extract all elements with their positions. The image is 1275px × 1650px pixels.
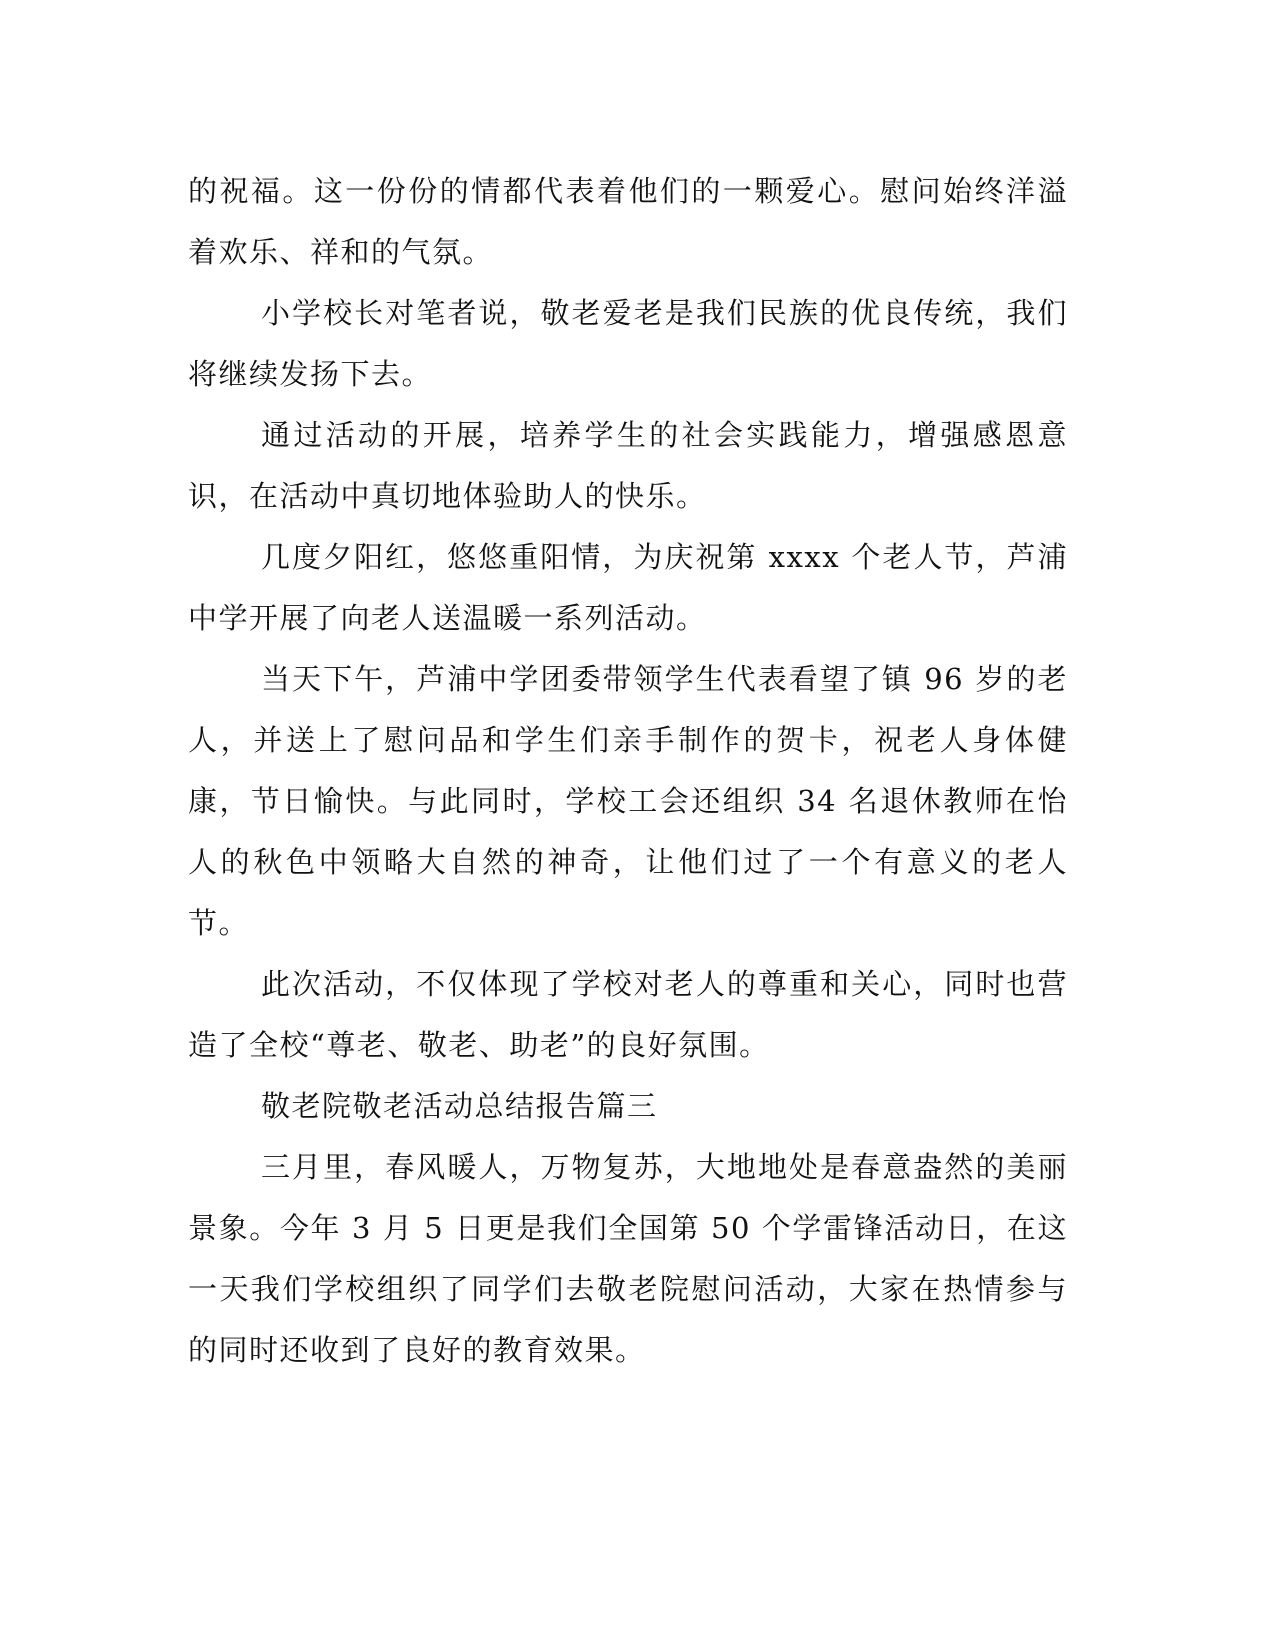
paragraph-activity-summary: 此次活动，不仅体现了学校对老人的尊重和关心，同时也营造了全校“尊老、敬老、助老”的良好氛围。: [188, 967, 1068, 1062]
paragraph-march-activity: 三月里，春风暖人，万物复苏，大地地处是春意盎然的美丽景象。今年 3 月 5 日更是我们全国第 50 个学雷锋活动日，在这一天我们学校组织了同学们去敬老院慰问活动，大家在热情参与的同时还收到了良好的教育效果。: [188, 1150, 1068, 1367]
paragraph-elderly-day-intro: 几度夕阳红，悠悠重阳情，为庆祝第 xxxx 个老人节，芦浦中学开展了向老人送温暖一系列活动。: [188, 540, 1068, 635]
paragraph-activity-purpose: 通过活动的开展，培养学生的社会实践能力，增强感恩意识，在活动中真切地体验助人的快乐。: [188, 418, 1068, 513]
paragraph-principal-remark: 小学校长对笔者说，敬老爱老是我们民族的优良传统，我们将继续发扬下去。: [188, 296, 1068, 391]
paragraph-afternoon-visit: 当天下午，芦浦中学团委带领学生代表看望了镇 96 岁的老人，并送上了慰问品和学生们亲手制作的贺卡，祝老人身体健康，节日愉快。与此同时，学校工会还组织 34 名退休教师在怡人的秋色中领略大自然的神奇，让他们过了一个有意义的老人节。: [188, 662, 1068, 940]
section-heading-part-three: 敬老院敬老活动总结报告篇三: [261, 1089, 658, 1123]
paragraph-blessing-continuation: 的祝福。这一份份的情都代表着他们的一颗爱心。慰问始终洋溢着欢乐、祥和的气氛。: [188, 174, 1068, 269]
document-body: [188, 161, 1068, 1381]
